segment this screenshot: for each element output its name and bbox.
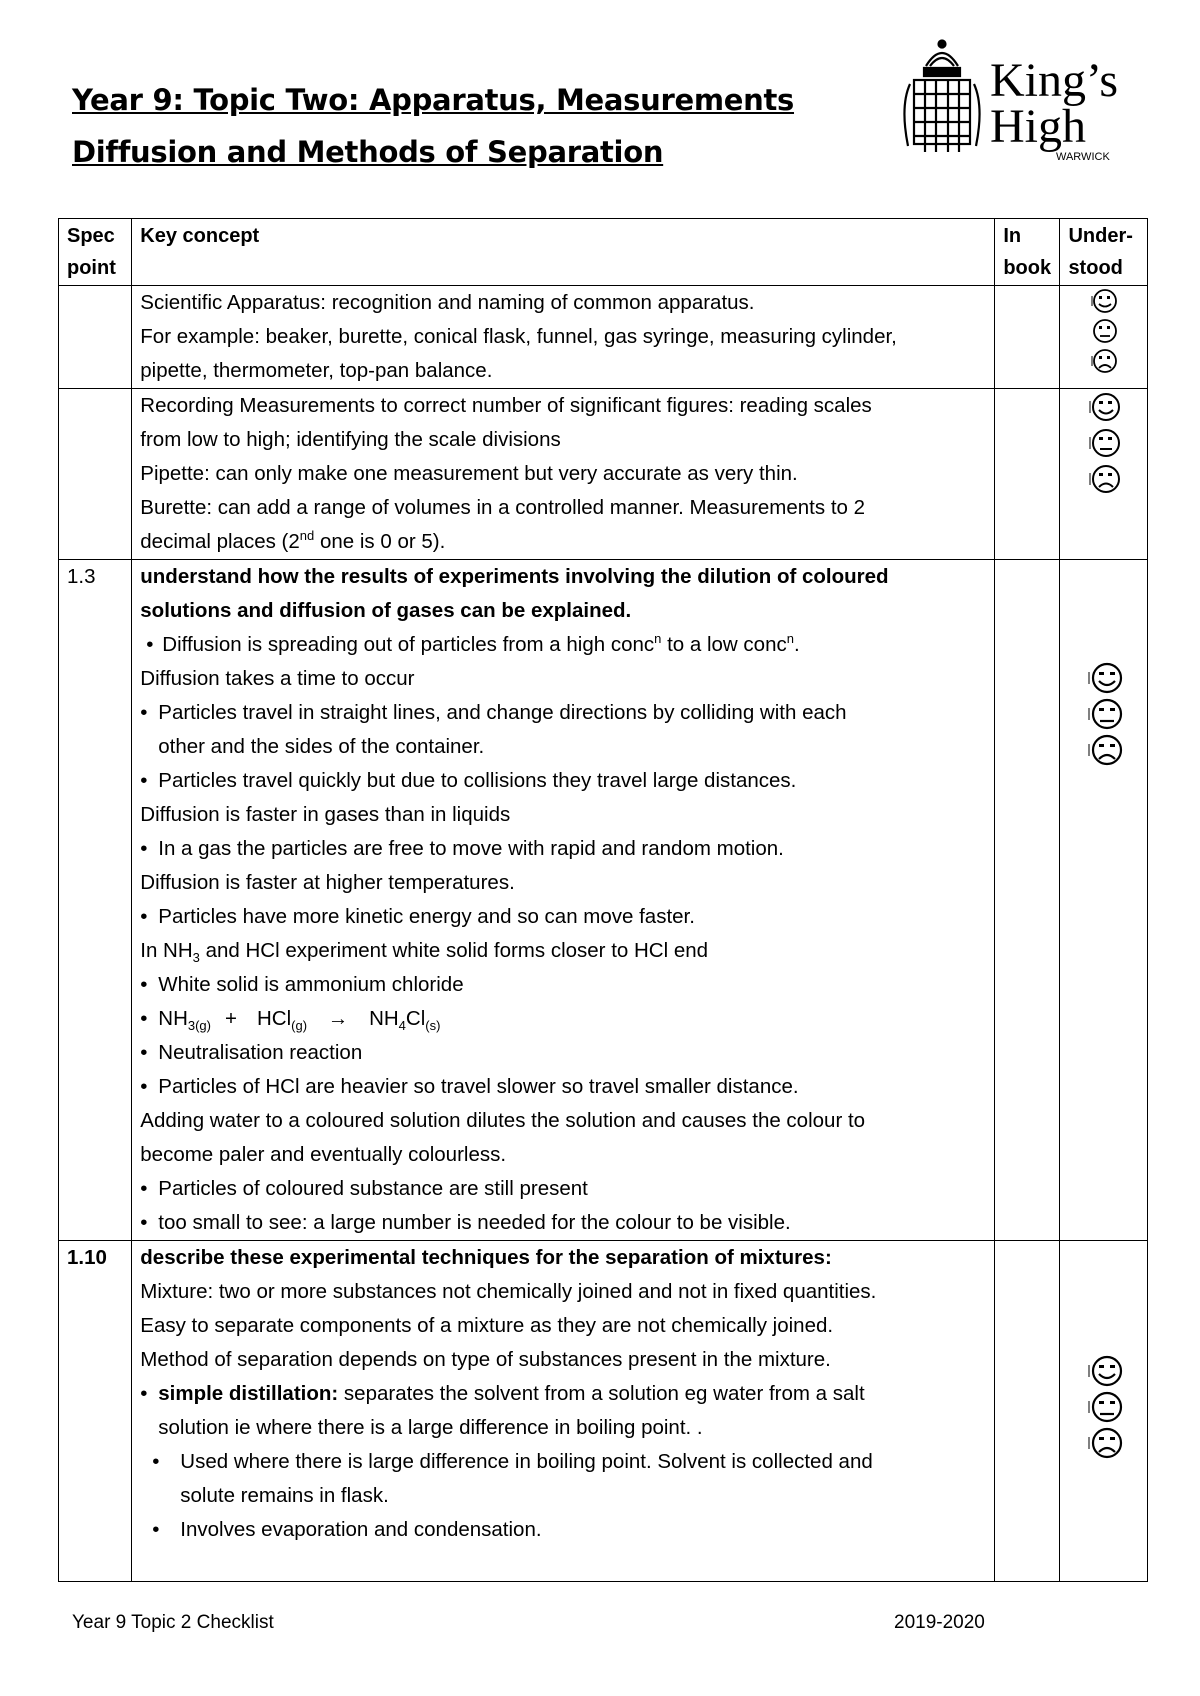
concept-cell <box>132 560 995 1241</box>
understood-cell <box>1060 286 1148 389</box>
checklist-table <box>58 218 1148 1582</box>
happy-face-icon[interactable] <box>1084 660 1124 696</box>
sad-face-icon[interactable] <box>1084 732 1124 768</box>
happy-face-icon[interactable] <box>1084 1353 1124 1389</box>
sub-bullet-item: • Used where there is large difference in boiling point. Solvent is collected and <box>152 1450 873 1473</box>
concept-line: pipette, thermometer, top-pan balance. <box>140 359 493 382</box>
logo-high-text: High <box>990 100 1086 153</box>
face-group <box>1068 660 1139 768</box>
sad-face-icon[interactable] <box>1087 461 1121 497</box>
footer-document-name: Year 9 Topic 2 Checklist <box>72 1612 274 1633</box>
logo-warwick-text: WARWICK <box>1056 151 1110 163</box>
concept-line: Pipette: can only make one measurement but very accurate as very thin. <box>140 462 798 485</box>
concept-line: Diffusion is faster in gases than in liquids <box>140 803 511 826</box>
concept-cell <box>132 389 995 560</box>
logo-kings-text: King’s <box>990 54 1119 107</box>
bullet-continuation: solute remains in flask. <box>180 1484 389 1507</box>
bullet-item: • too small to see: a large number is needed for the colour to be visible. <box>140 1211 791 1234</box>
concept-line: Burette: can add a range of volumes in a controlled manner. Measurements to 2 <box>140 496 866 519</box>
concept-line: Recording Measurements to correct number of significant figures: reading scales <box>140 394 872 417</box>
bullet-continuation: solution ie where there is a large difference in boiling point. . <box>158 1416 703 1439</box>
header-understood: Under- stood <box>1060 219 1148 286</box>
bullet-item: • Diffusion is spreading out of particles from a high conc$^n$ to a low conc$^n$. <box>146 631 800 656</box>
header-in-book: In book <box>995 219 1060 286</box>
bullet-item: • White solid is ammonium chloride <box>140 973 464 996</box>
sad-face-icon[interactable] <box>1090 346 1118 376</box>
bullet-item: • Particles of HCl are heavier so travel slower so travel smaller distance. <box>140 1075 799 1098</box>
concept-line: For example: beaker, burette, conical flask, funnel, gas syringe, measuring cylinder, <box>140 325 897 348</box>
face-group <box>1068 1353 1139 1461</box>
concept-line: Diffusion is faster at higher temperatures. <box>140 871 515 894</box>
bullet-item: • simple distillation: separates the solvent from a solution eg water from a salt <box>140 1382 865 1405</box>
understood-cell <box>1060 1241 1148 1582</box>
footer-year: 2019-2020 <box>894 1612 985 1633</box>
bullet-item: • Particles travel quickly but due to collisions they travel large distances. <box>140 769 797 792</box>
understood-cell <box>1060 560 1148 1241</box>
in-book-checkbox-cell[interactable] <box>995 560 1060 1241</box>
in-book-checkbox-cell[interactable] <box>995 286 1060 389</box>
table-row <box>59 560 1148 1241</box>
title-line-1: Year 9: Topic Two: Apparatus, Measurements <box>72 83 795 117</box>
spec-cell: 1.3 <box>59 560 132 1241</box>
concept-line: Diffusion takes a time to occur <box>140 667 415 690</box>
concept-cell <box>132 1241 995 1582</box>
chemical-equation: • $NH_{3(g)} + HCl_{(g)} \to NH_4Cl_{(s)}$ <box>140 1002 986 1036</box>
page-title <box>72 74 794 178</box>
bullet-item: • In a gas the particles are free to move with rapid and random motion. <box>140 837 784 860</box>
understood-cell <box>1060 389 1148 560</box>
neutral-face-icon[interactable] <box>1090 316 1118 346</box>
table-header-row <box>59 219 1148 286</box>
concept-heading: solutions and diffusion of gases can be explained. <box>140 599 632 622</box>
sub-bullet-item: • Involves evaporation and condensation. <box>152 1518 542 1541</box>
face-group <box>1068 286 1139 376</box>
sad-face-icon[interactable] <box>1084 1425 1124 1461</box>
neutral-face-icon[interactable] <box>1087 425 1121 461</box>
concept-line: Scientific Apparatus: recognition and naming of common apparatus. <box>140 291 755 314</box>
in-book-checkbox-cell[interactable] <box>995 389 1060 560</box>
concept-cell <box>132 286 995 389</box>
spec-cell <box>59 389 132 560</box>
concept-line: In $NH_3$ and HCl experiment white solid forms closer to HCl end <box>140 939 709 966</box>
table-row <box>59 286 1148 389</box>
spec-cell: 1.10 <box>59 1241 132 1582</box>
table-row <box>59 1241 1148 1582</box>
concept-line: decimal places (2nd one is 0 or 5). <box>140 528 446 553</box>
bullet-item: • Particles travel in straight lines, and change directions by colliding with each <box>140 701 847 724</box>
concept-line: Adding water to a coloured solution dilutes the solution and causes the colour to <box>140 1109 866 1132</box>
title-line-2: Diffusion and Methods of Separation <box>72 135 664 169</box>
happy-face-icon[interactable] <box>1087 389 1121 425</box>
neutral-face-icon[interactable] <box>1084 696 1124 732</box>
concept-line: Easy to separate components of a mixture as they are not chemically joined. <box>140 1314 834 1337</box>
bullet-item: • Particles have more kinetic energy and so can move faster. <box>140 905 695 928</box>
header-spec-point: Spec point <box>59 219 132 286</box>
concept-line: Mixture: two or more substances not chemically joined and not in fixed quantities. <box>140 1280 877 1303</box>
neutral-face-icon[interactable] <box>1084 1389 1124 1425</box>
concept-heading: describe these experimental techniques for the separation of mixtures: <box>140 1246 832 1269</box>
in-book-checkbox-cell[interactable] <box>995 1241 1060 1582</box>
spec-cell <box>59 286 132 389</box>
face-group <box>1068 389 1139 497</box>
happy-face-icon[interactable] <box>1090 286 1118 316</box>
concept-line: from low to high; identifying the scale divisions <box>140 428 561 451</box>
school-logo <box>890 36 1135 166</box>
table-row <box>59 389 1148 560</box>
concept-heading: understand how the results of experiments involving the dilution of coloured <box>140 565 889 588</box>
arrow-icon: → <box>327 1007 349 1030</box>
header-key-concept: Key concept <box>132 219 995 286</box>
concept-line: Method of separation depends on type of substances present in the mixture. <box>140 1348 831 1371</box>
concept-line: become paler and eventually colourless. <box>140 1143 507 1166</box>
bullet-continuation: other and the sides of the container. <box>158 735 485 758</box>
bullet-item: • Particles of coloured substance are still present <box>140 1177 588 1200</box>
bullet-item: • Neutralisation reaction <box>140 1041 363 1064</box>
